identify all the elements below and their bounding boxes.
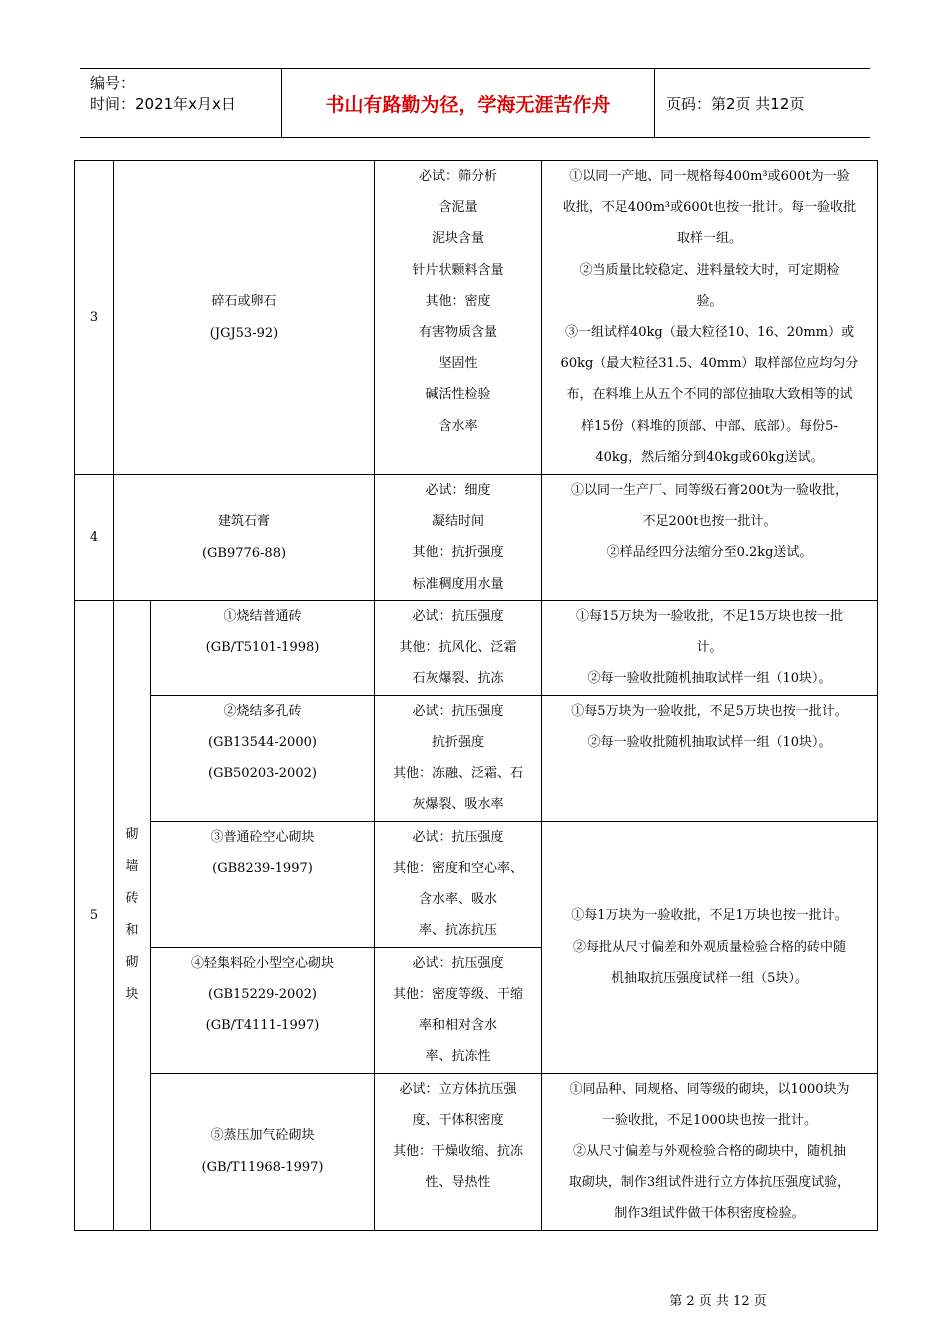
material-name-cell: [151, 601, 375, 696]
material-name: ③普通砼空心砌块: [210, 829, 315, 845]
material-name: ④轻集料砼小型空心砌块: [190, 955, 334, 971]
test-item: 标准稠度用水量: [412, 576, 504, 592]
test-item: 其他：密度: [425, 293, 491, 309]
test-item: 其他：冻融、泛霜、石: [392, 766, 523, 782]
test-item: 其他：干燥收缩、抗冻: [392, 1144, 523, 1160]
table-row: [75, 161, 878, 475]
test-item: 必试：立方体抗压强: [399, 1081, 517, 1097]
header-page-info: 页码：第2页 共12页: [666, 94, 805, 113]
rule-line: 取砌块，制作3组试件进行立方体抗压强度试验，: [568, 1175, 851, 1191]
test-item: 必试：抗压强度: [412, 609, 504, 624]
rule-line: ②当质量比较稳定、进料量较大时，可定期检: [579, 262, 840, 278]
rule-line: 40kg，然后缩分到40kg或60kg送试。: [595, 449, 824, 465]
header-motto: 书山有路勤为径，学海无涯苦作舟: [282, 69, 655, 137]
test-item: 含水率: [438, 418, 478, 434]
material-standard: (GB/T4111-1997): [205, 1018, 320, 1034]
test-items-cell: [375, 947, 542, 1073]
test-item: 必试：细度: [425, 483, 491, 498]
row-number: 5: [75, 601, 114, 1231]
rule-line: 布，在料堆上从五个不同的部位抽取大致相等的试: [566, 387, 853, 403]
material-name-cell: [151, 821, 375, 947]
material-standard: (GB50203-2002): [208, 766, 317, 782]
test-items-cell: [375, 695, 542, 821]
test-item: 必试：抗压强度: [412, 955, 504, 971]
category-char: 砖: [125, 891, 139, 907]
test-items-cell: [375, 601, 542, 696]
rule-line: ①每5万块为一验收批，不足5万块也按一批计。: [571, 703, 848, 719]
test-item: 泥块含量: [431, 231, 484, 247]
test-item: 抗折强度: [431, 734, 484, 750]
material-standard: (GB15229-2002): [208, 986, 317, 1002]
test-items-cell: [375, 821, 542, 947]
test-item: 率、抗冻性: [425, 1049, 491, 1065]
rule-line: ①同品种、同规格、同等级的砌块，以1000块为: [569, 1081, 850, 1097]
category-char: 砌: [125, 955, 139, 971]
material-standard: (GB8239-1997): [212, 860, 313, 876]
material-standard: (JGJ53-92): [209, 325, 279, 341]
material-name: 碎石或卵石: [211, 294, 277, 310]
test-items-cell: [375, 161, 542, 475]
rule-line: 60kg（最大粒径31.5、40mm）取样部位应均匀分: [560, 356, 859, 372]
test-item: 率、抗冻抗压: [418, 923, 497, 939]
test-item: 率和相对含水: [418, 1018, 497, 1034]
test-item: 含水率、吸水: [418, 892, 497, 908]
page-header: [80, 68, 870, 138]
material-name: 建筑石膏: [217, 514, 270, 530]
test-item: 性、导热性: [425, 1175, 491, 1191]
test-item: 必试：抗压强度: [412, 829, 504, 845]
material-name-cell: [151, 947, 375, 1073]
rule-line: ②从尺寸偏差与外观检验合格的砌块中，随机抽: [572, 1144, 846, 1160]
sampling-rules-cell: [542, 601, 878, 696]
test-item: 其他：密度和空心率、: [392, 860, 523, 876]
rule-line: 制作3组试件做干体积密度检验。: [614, 1206, 805, 1222]
test-item: 有害物质含量: [418, 325, 497, 341]
test-item: 碱活性检验: [425, 387, 491, 403]
material-name-cell: [114, 475, 375, 601]
rule-line: ①每1万块为一验收批，不足1万块也按一批计。: [571, 908, 848, 924]
test-item: 必试：抗压强度: [412, 703, 504, 719]
material-standard: (GB13544-2000): [208, 734, 317, 750]
test-item: 其他：抗折强度: [412, 545, 504, 561]
sampling-rules-cell: [542, 161, 878, 475]
page-footer: [0, 1290, 950, 1309]
material-name-cell: [151, 695, 375, 821]
test-item: 针片状颗料含量: [412, 262, 504, 278]
test-items-cell: [375, 1073, 542, 1230]
category-char: 墙: [125, 859, 139, 875]
test-item: 必试：筛分析: [418, 169, 497, 184]
category-char: 砌: [125, 827, 139, 843]
sampling-rules-cell: [542, 1073, 878, 1230]
rule-line: 取样一组。: [676, 231, 742, 247]
category-cell: [114, 601, 151, 1231]
rule-line: 验。: [696, 293, 723, 309]
test-item: 度、干体积密度: [412, 1112, 504, 1128]
header-meta: [80, 69, 282, 137]
category-char: 和: [125, 923, 139, 939]
rule-line: 机抽取抗压强度试样一组（5块）。: [611, 970, 808, 986]
sampling-rules-cell: [542, 821, 878, 1073]
test-item: 石灰爆裂、抗冻: [412, 671, 504, 687]
test-item: 其他：密度等级、干缩: [392, 986, 523, 1002]
rule-line: 一验收批，不足1000块也按一批计。: [601, 1112, 818, 1128]
table-row: [75, 695, 878, 821]
table-row: [75, 821, 878, 947]
table-row: [75, 601, 878, 696]
row-number: 4: [75, 475, 114, 601]
rule-line: 样15份（料堆的顶部、中部、底部）。每份5-: [581, 418, 838, 434]
table-row: [75, 475, 878, 601]
material-standard: (GB9776-88): [201, 545, 287, 561]
material-name-cell: [151, 1073, 375, 1230]
material-standard: (GB/T11968-1997): [201, 1159, 324, 1175]
rule-line: ②每一验收批随机抽取试样一组（10块）。: [587, 734, 832, 750]
rule-line: ②每一验收批随机抽取试样一组（10块）。: [587, 671, 832, 687]
category-char: 块: [125, 987, 139, 1003]
rule-line: ②每批从尺寸偏差和外观质量检验合格的砖中随: [572, 939, 846, 955]
material-name: ⑤蒸压加气砼砌块: [210, 1128, 315, 1144]
test-item: 灰爆裂、吸水率: [412, 797, 504, 813]
page-number: 第 2 页 共 12 页: [669, 1294, 767, 1309]
row-number: 3: [75, 161, 114, 475]
rule-line: ③一组试样40kg（最大粒径10、16、20mm）或: [564, 325, 855, 341]
material-standard: (GB/T5101-1998): [205, 640, 320, 656]
sampling-rules-cell: [542, 695, 878, 821]
test-items-cell: [375, 475, 542, 601]
test-item: 其他：抗风化、泛霜: [399, 640, 517, 656]
material-name: ①烧结普通砖: [223, 609, 302, 624]
material-name: ②烧结多孔砖: [223, 703, 302, 719]
rule-line: ①每15万块为一验收批，不足15万块也按一批: [575, 609, 844, 624]
test-item: 含泥量: [438, 200, 478, 216]
rule-line: ①以同一产地、同一规格每400m³或600t为一验: [569, 169, 850, 184]
rule-line: ②样品经四分法缩分至0.2kg送试。: [606, 545, 813, 561]
doc-number-label: 编号：: [90, 74, 136, 92]
rule-line: 计。: [696, 640, 723, 656]
material-name-cell: [114, 161, 375, 475]
inspection-table: [74, 160, 878, 1231]
rule-line: ①以同一生产厂、同等级石膏200t为一验收批，: [570, 483, 849, 498]
rule-line: 收批，不足400m³或600t也按一批计。每一验收批: [562, 200, 857, 216]
table-row: [75, 1073, 878, 1230]
rule-line: 不足200t也按一批计。: [642, 514, 777, 530]
test-item: 凝结时间: [431, 514, 484, 530]
doc-time-label: 时间：2021年x月x日: [90, 95, 236, 113]
test-item: 坚固性: [438, 356, 478, 372]
sampling-rules-cell: [542, 475, 878, 601]
